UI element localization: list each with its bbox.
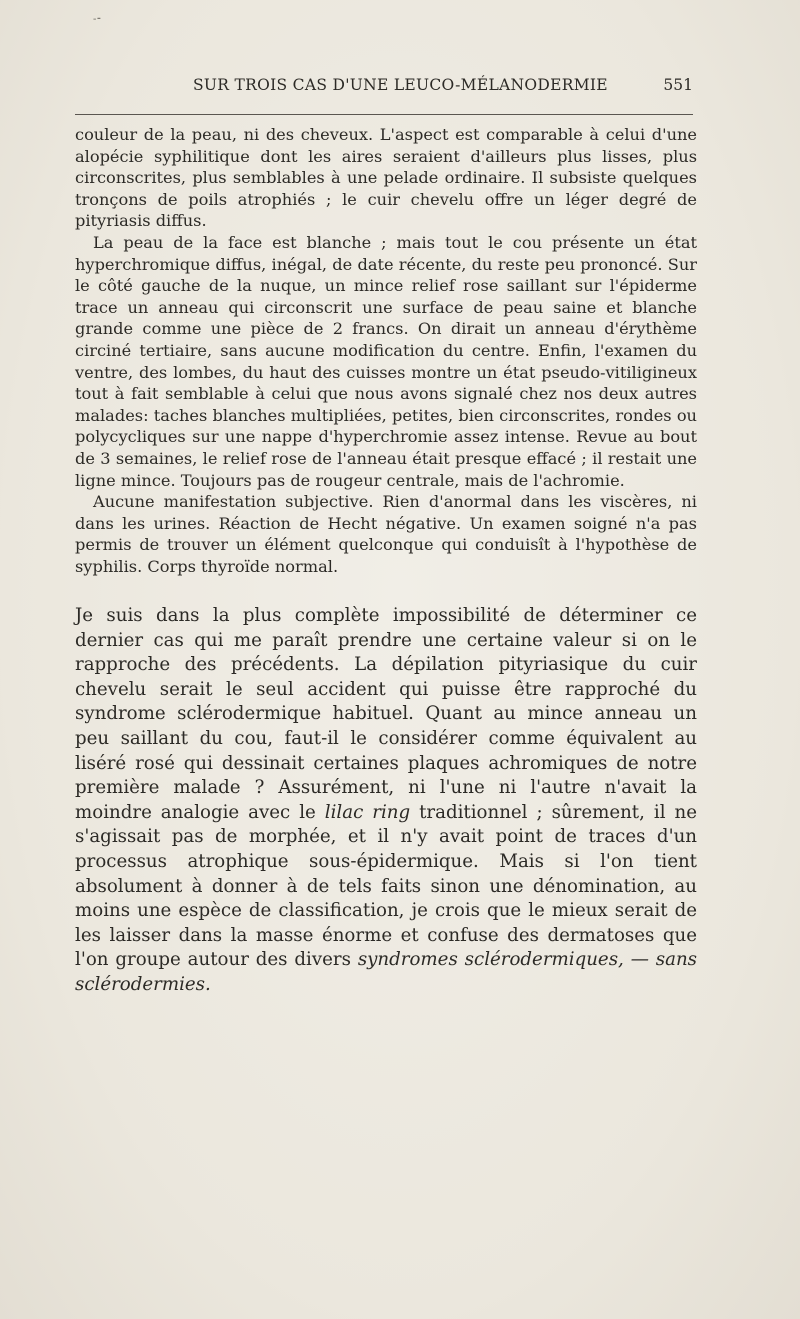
conclusion-part-1: Je suis dans la plus complète impossibilité de déterminer ce dernier cas qui me paraît prendre une certaine valeur si on le rapproche des précédents. La dépilation pityriasique du cuir chevelu serait le seul accident qui puisse être rapproché du syndrome sclérodermique habituel. Quant au mince anneau un peu saillant du cou, faut-il le considérer comme équivalent au liséré rosé qui dessinait certaines plaques achromiques de notre première malade ? Assurément, ni l'une ni l'autre n'avait la moindre analogie avec le: [75, 605, 697, 823]
header-rule: [75, 114, 693, 115]
conclusion-text: [75, 604, 697, 998]
paragraph-conclusion: [75, 604, 697, 998]
running-title: SUR TROIS CAS D'UNE LEUCO-MÉLANODERMIE: [193, 76, 608, 94]
paragraph-continuation: couleur de la peau, ni des cheveux. L'aspect est comparable à celui d'une alopécie syphilitique dont les aires seraient d'ailleurs plus lisses, plus circonscrites, plus semblables à une pelade ordinaire. Il subsiste quelques tronçons de poils atrophiés ; le cuir chevelu offre un léger degré de pityriasis diffus.: [75, 125, 697, 231]
case-description: [75, 124, 697, 577]
page-header: [75, 76, 697, 102]
top-mark: -⁃: [93, 14, 102, 25]
paragraph-skin-exam: La peau de la face est blanche ; mais tout le cou présente un état hyperchromique diffus, inégal, de date récente, du reste peu prononcé. Sur le côté gauche de la nuque, un mince relief rose saillant sur l'épiderme trace un anneau qui circonscrit une surface de peau saine et blanche grande comme une pièce de 2 francs. On dirait un anneau d'érythème circiné tertiaire, sans aucune modification du centre. Enfin, l'examen du ventre, des lombes, du haut des cuisses montre un état pseudo-vitiligineux tout à fait semblable à celui que nous avons signalé chez nos deux autres malades: taches blanches multipliées, petites, bien circonscrites, rondes ou polycycliques sur une nappe d'hyperchromie assez intense. Revue au bout de 3 semaines, le relief rose de l'anneau était presque effacé ; il restait une ligne mince. Toujours pas de rougeur centrale, mais de l'achromie.: [75, 232, 697, 490]
paragraph-subjective: Aucune manifestation subjective. Rien d'anormal dans les viscères, ni dans les urines. Réaction de Hecht négative. Un examen soigné n'a pas permis de trouver un élément quelconque qui conduisît à l'hypothèse de syphilis. Corps thyroïde normal.: [75, 492, 697, 576]
italic-lilac-ring: lilac ring: [324, 801, 411, 823]
conclusion-part-2: traditionnel ; sûrement, il ne s'agissait pas de morphée, et il n'y avait point de traces d'un processus atrophique sous-épidermique. Mais si l'on tient absolument à donner à de tels faits sinon une dénomination, au moins une espèce de classification, je crois que le mieux serait de les laisser dans la masse énorme et confuse des dermatoses que l'on groupe autour des divers: [75, 801, 697, 971]
page-number: 551: [663, 76, 693, 94]
italic-syndromes: syndromes sclérodermiques, — sans sclérodermies.: [75, 949, 697, 995]
